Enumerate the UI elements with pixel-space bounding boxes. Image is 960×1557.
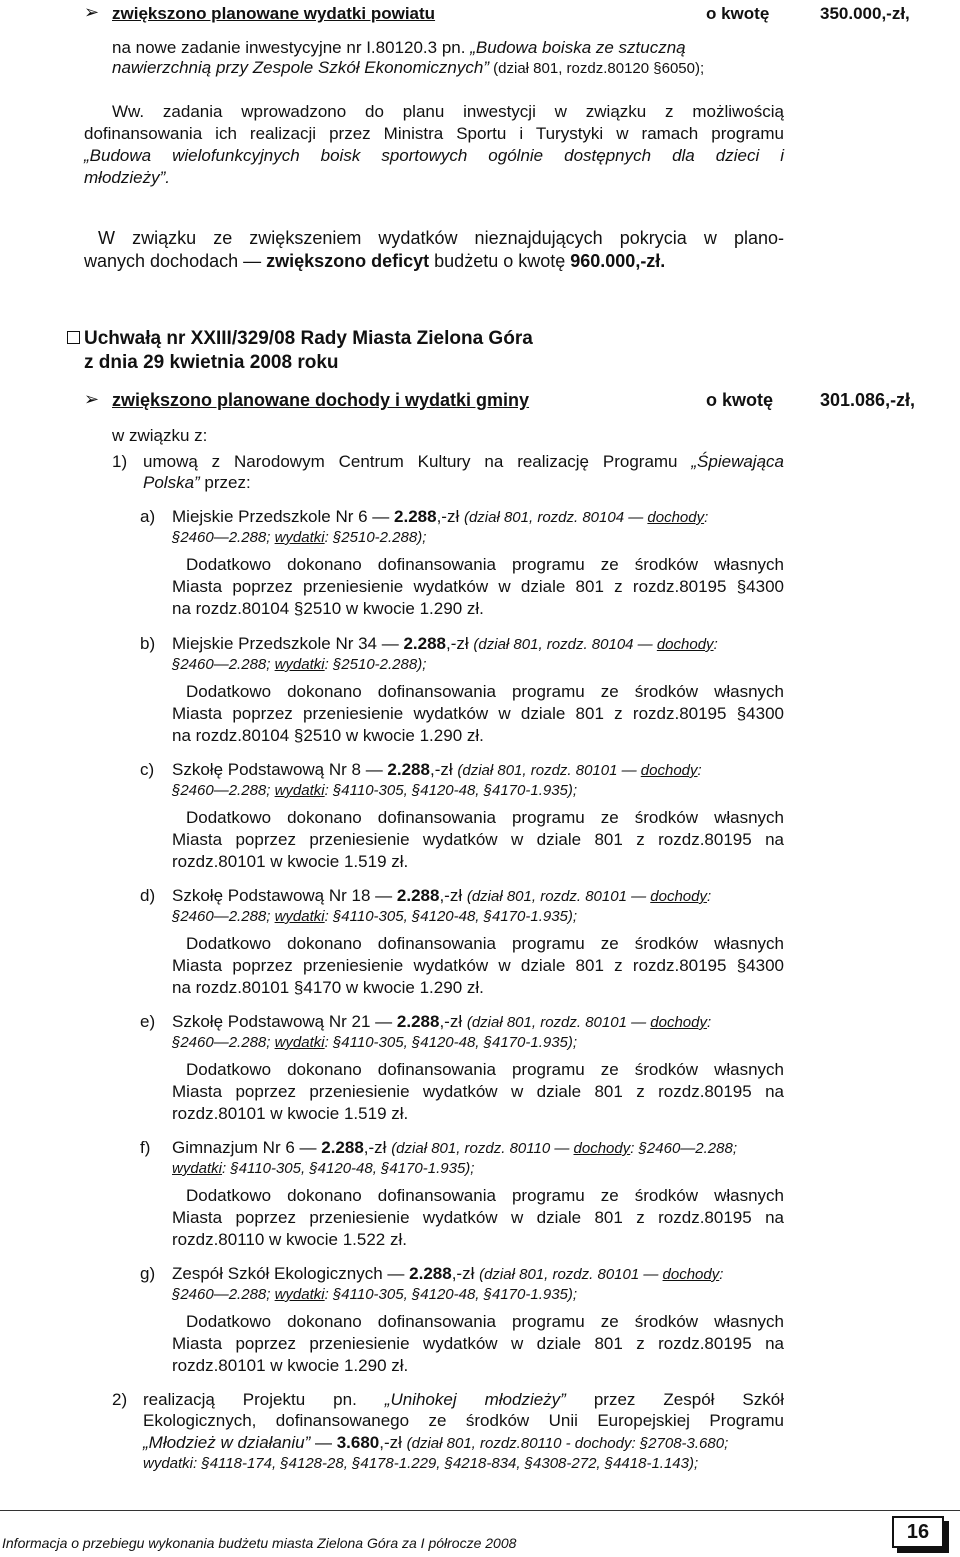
item-a-line1: Miejskie Przedszkole Nr 6 — 2.288,-zł (dział 801, rozdz. 80104 — dochody:	[172, 507, 709, 526]
item-b-line1: Miejskie Przedszkole Nr 34 — 2.288,-zł (dział 801, rozdz. 80104 — dochody:	[172, 634, 718, 653]
ww-line4: młodzieży”.	[84, 168, 170, 187]
footer-divider	[0, 1510, 960, 1511]
item-f-line3: Dodatkowo dokonano dofinansowania programu ze środków własnych	[186, 1186, 784, 1205]
item-g-line3: Dodatkowo dokonano dofinansowania programu ze środków własnych	[186, 1312, 784, 1331]
item-f-letter: f)	[140, 1138, 151, 1157]
item-c-line4: Miasta poprzez przeniesienie wydatków w dziale 801 z rozdz.80195 na	[172, 830, 784, 849]
arrow-bullet-icon: ➢	[84, 2, 100, 22]
item-g-line2: §2460—2.288; wydatki: §4110-305, §4120-48, §4170-1.935);	[172, 1286, 578, 1303]
section2-kwote: o kwotę	[706, 390, 774, 410]
item-b-line2: §2460—2.288; wydatki: §2510-2.288);	[172, 656, 427, 673]
arrow-bullet-icon: ➢	[84, 389, 100, 409]
item-d-line2: §2460—2.288; wydatki: §4110-305, §4120-48, §4170-1.935);	[172, 908, 578, 925]
point2-line1: realizacją Projektu pn. „Unihokej młodzieży” przez Zespół Szkół	[143, 1390, 784, 1409]
item-g-line1: Zespół Szkół Ekologicznych — 2.288,-zł (dział 801, rozdz. 80101 — dochody:	[172, 1264, 724, 1283]
item-e-line3: Dodatkowo dokonano dofinansowania programu ze środków własnych	[186, 1060, 784, 1079]
point1-line2: Polska” przez:	[143, 473, 251, 492]
item-b-letter: b)	[140, 634, 156, 653]
section1-heading: zwiększono planowane wydatki powiatu	[112, 4, 436, 23]
page-number: 16	[892, 1516, 944, 1548]
item-a-line5: na rozdz.80104 §2510 w kwocie 1.290 zł.	[172, 599, 484, 618]
checkbox-bullet-icon	[67, 331, 80, 344]
item-a-line4: Miasta poprzez przeniesienie wydatków w dziale 801 z rozdz.80195 §4300	[172, 577, 784, 596]
item-f-line5: rozdz.80110 w kwocie 1.522 zł.	[172, 1230, 407, 1249]
section2-heading: zwiększono planowane dochody i wydatki gminy	[112, 390, 530, 410]
item-a-letter: a)	[140, 507, 156, 526]
item-f-line4: Miasta poprzez przeniesienie wydatków w dziale 801 z rozdz.80195 na	[172, 1208, 784, 1227]
item-f-line1: Gimnazjum Nr 6 — 2.288,-zł (dział 801, rozdz. 80110 — dochody: §2460—2.288;	[172, 1138, 737, 1157]
item-d-line3: Dodatkowo dokonano dofinansowania programu ze środków własnych	[186, 934, 784, 953]
item-g-line5: rozdz.80101 w kwocie 1.290 zł.	[172, 1356, 409, 1375]
section1-desc-line2: nawierzchnią przy Zespole Szkół Ekonomicznych” (dział 801, rozdz.80120 §6050);	[112, 58, 705, 77]
item-e-line1: Szkołę Podstawową Nr 21 — 2.288,-zł (dział 801, rozdz. 80101 — dochody:	[172, 1012, 712, 1031]
point2-line4: wydatki: §4118-174, §4128-28, §4178-1.229, §4218-834, §4308-272, §4418-1.143);	[143, 1455, 699, 1472]
deficit-line2: wanych dochodach — zwiększono deficyt budżetu o kwotę 960.000,-zł.	[84, 251, 666, 271]
item-d-line5: na rozdz.80101 §4170 w kwocie 1.290 zł.	[172, 978, 484, 997]
item-a-line3: Dodatkowo dokonano dofinansowania programu ze środków własnych	[186, 555, 784, 574]
item-d-line1: Szkołę Podstawową Nr 18 — 2.288,-zł (dział 801, rozdz. 80101 — dochody:	[172, 886, 712, 905]
point1-line1: umową z Narodowym Centrum Kultury na realizację Programu „Śpiewająca	[143, 452, 784, 471]
point2-line2: Ekologicznych, dofinansowanego ze środków Unii Europejskiej Programu	[143, 1411, 784, 1430]
item-e-line4: Miasta poprzez przeniesienie wydatków w dziale 801 z rozdz.80195 na	[172, 1082, 784, 1101]
section2-title-line1: Uchwałą nr XXIII/329/08 Rady Miasta Zielona Góra	[84, 328, 533, 349]
item-b-line4: Miasta poprzez przeniesienie wydatków w dziale 801 z rozdz.80195 §4300	[172, 704, 784, 723]
item-c-line5: rozdz.80101 w kwocie 1.519 zł.	[172, 852, 409, 871]
section2-title-line2: z dnia 29 kwietnia 2008 roku	[84, 352, 339, 373]
item-e-line2: §2460—2.288; wydatki: §4110-305, §4120-48, §4170-1.935);	[172, 1034, 578, 1051]
section2-amount: 301.086,-zł,	[820, 390, 916, 410]
deficit-line1: W związku ze zwiększeniem wydatków nieznajdujących pokrycia w plano-	[98, 228, 784, 248]
point1-number: 1)	[112, 452, 128, 471]
wzwiazku-label: w związku z:	[112, 426, 208, 445]
item-c-letter: c)	[140, 760, 155, 779]
item-d-letter: d)	[140, 886, 156, 905]
item-c-line2: §2460—2.288; wydatki: §4110-305, §4120-48, §4170-1.935);	[172, 782, 578, 799]
item-b-line3: Dodatkowo dokonano dofinansowania programu ze środków własnych	[186, 682, 784, 701]
point2-number: 2)	[112, 1390, 128, 1409]
section1-kwote: o kwotę	[706, 4, 770, 23]
item-f-line2: wydatki: §4110-305, §4120-48, §4170-1.935);	[172, 1160, 475, 1177]
footer-text: Informacja o przebiegu wykonania budżetu miasta Zielona Góra za I półrocze 2008	[2, 1535, 517, 1551]
section1-desc-line1: na nowe zadanie inwestycyjne nr I.80120.3 pn. „Budowa boiska ze sztuczną	[112, 38, 686, 57]
section1-amount: 350.000,-zł,	[820, 4, 910, 23]
item-e-letter: e)	[140, 1012, 156, 1031]
item-d-line4: Miasta poprzez przeniesienie wydatków w dziale 801 z rozdz.80195 §4300	[172, 956, 784, 975]
item-c-line1: Szkołę Podstawową Nr 8 — 2.288,-zł (dział 801, rozdz. 80101 — dochody:	[172, 760, 702, 779]
ww-line2: dofinansowania ich realizacji przez Ministra Sportu i Turystyki w ramach programu	[84, 124, 784, 143]
ww-line1: Ww. zadania wprowadzono do planu inwestycji w związku z możliwością	[112, 102, 784, 121]
item-a-line2: §2460—2.288; wydatki: §2510-2.288);	[172, 529, 427, 546]
item-e-line5: rozdz.80101 w kwocie 1.519 zł.	[172, 1104, 409, 1123]
item-g-line4: Miasta poprzez przeniesienie wydatków w dziale 801 z rozdz.80195 na	[172, 1334, 784, 1353]
item-g-letter: g)	[140, 1264, 156, 1283]
item-b-line5: na rozdz.80104 §2510 w kwocie 1.290 zł.	[172, 726, 484, 745]
point2-line3: „Młodzież w działaniu” — 3.680,-zł (dział 801, rozdz.80110 - dochody: §2708-3.680;	[143, 1433, 729, 1452]
ww-line3: „Budowa wielofunkcyjnych boisk sportowych ogólnie dostępnych dla dzieci i	[84, 146, 784, 165]
item-c-line3: Dodatkowo dokonano dofinansowania programu ze środków własnych	[186, 808, 784, 827]
